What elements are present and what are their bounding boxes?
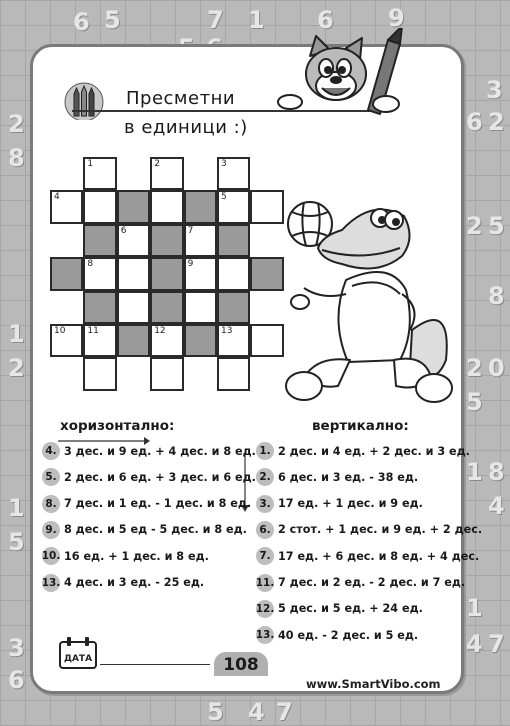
background-digit: 2 — [466, 354, 483, 382]
crossword-blocked-cell — [217, 224, 250, 257]
page-number: 108 — [214, 652, 268, 676]
clue-text: 6 дес. и 3 ед. - 38 ед. — [278, 470, 419, 484]
crossword-cell[interactable] — [117, 291, 150, 324]
clue-number-badge: 13. — [42, 574, 60, 592]
horizontal-clue — [42, 495, 251, 513]
clue-number-badge: 10. — [42, 547, 60, 565]
clue-number-badge: 6. — [256, 521, 274, 539]
crossword-clue-number: 4 — [54, 192, 60, 203]
clue-number-badge: 2. — [256, 468, 274, 486]
crossword-blocked-cell — [150, 224, 183, 257]
crossword-cell[interactable] — [217, 190, 250, 223]
clue-number-badge: 9. — [42, 521, 60, 539]
background-digit: 4 — [488, 492, 505, 520]
crossword-grid — [50, 157, 284, 391]
crossword-cell[interactable] — [250, 324, 283, 357]
crossword-cell[interactable] — [184, 291, 217, 324]
crossword-clue-number: 7 — [187, 225, 194, 236]
crossword-cell[interactable] — [150, 324, 183, 357]
background-digit: 7 — [488, 630, 505, 658]
crossword-blocked-cell — [184, 190, 217, 223]
crossword-cell[interactable] — [217, 157, 250, 190]
clue-number-badge: 11. — [256, 574, 274, 592]
crossword-blocked-cell — [83, 291, 116, 324]
vertical-clue — [256, 626, 418, 644]
background-digit: 1 — [466, 594, 483, 622]
background-digit: 2 — [466, 212, 483, 240]
vertical-clue — [256, 442, 470, 460]
background-digit: 8 — [488, 458, 505, 486]
background-digit: 4 — [466, 630, 483, 658]
crossword-blocked-cell — [250, 257, 283, 290]
crossword-cell[interactable] — [150, 190, 183, 223]
vertical-clue — [256, 521, 482, 539]
crossword-cell[interactable] — [217, 324, 250, 357]
clue-text: 40 ед. - 2 дес. и 5 ед. — [278, 628, 419, 642]
background-digit: 6 — [317, 6, 334, 34]
background-digit: 5 — [466, 388, 483, 416]
vertical-heading: вертикално: — [312, 418, 409, 434]
clue-number-badge: 3. — [256, 495, 274, 513]
horizontal-clue — [42, 468, 256, 486]
crossword-cell[interactable] — [117, 224, 150, 257]
background-digit: 5 — [104, 6, 121, 34]
background-digit: 8 — [488, 282, 505, 310]
clue-number-badge: 13. — [256, 626, 274, 644]
background-digit: 5 — [8, 528, 25, 556]
cat-with-pencil-illustration — [276, 28, 426, 128]
page-title: Пресметни — [126, 88, 236, 109]
clue-text: 8 дес. и 5 ед - 5 дес. и 8 ед. — [64, 523, 247, 537]
background-digit: 8 — [8, 144, 25, 172]
crossword-clue-number: 5 — [221, 192, 227, 203]
clue-text: 4 дес. и 3 ед. - 25 ед. — [64, 576, 205, 589]
crossword-clue-number: 12 — [154, 326, 166, 336]
horizontal-clue — [42, 574, 204, 592]
background-digit: 1 — [248, 6, 265, 34]
date-write-line — [100, 664, 210, 665]
clue-text: 16 ед. + 1 дес. и 8 ед. — [64, 549, 209, 563]
website-url: www.SmartVibo.com — [306, 677, 441, 691]
clue-text: 5 дес. и 5 ед. + 24 ед. — [278, 602, 423, 616]
background-digit: 1 — [466, 458, 483, 486]
crossword-cell[interactable] — [250, 190, 283, 223]
background-digit: 3 — [8, 634, 25, 662]
clue-text: 7 дес. и 1 ед. - 1 дес. и 8 ед. — [64, 497, 252, 511]
crossword-cell[interactable] — [50, 190, 83, 223]
crossword-blocked-cell — [217, 291, 250, 324]
crossword-cell[interactable] — [184, 257, 217, 290]
clue-number-badge: 8. — [42, 495, 60, 513]
pencils-icon — [62, 80, 106, 120]
date-label: ДАТА — [63, 654, 93, 664]
crossword-clue-number: 3 — [221, 159, 227, 169]
crossword-cell[interactable] — [184, 224, 217, 257]
clue-number-badge: 7. — [256, 547, 274, 565]
background-digit: 6 — [8, 666, 25, 694]
clue-text: 17 ед. + 1 дес. и 9 ед. — [278, 497, 423, 511]
background-digit: 5 — [207, 698, 224, 726]
crossword-cell[interactable] — [150, 157, 183, 190]
clue-text: 17 ед. + 6 дес. и 8 ед. + 4 дес. — [278, 549, 480, 563]
background-digit: 2 — [488, 108, 505, 136]
crossword-cell[interactable] — [83, 257, 116, 290]
crossword-cell[interactable] — [83, 357, 116, 390]
clue-text: 2 дес. и 4 ед. + 2 дес. и 3 ед. — [278, 444, 470, 458]
background-digit: 1 — [8, 320, 25, 348]
horizontal-clue — [42, 442, 256, 460]
background-digit: 6 — [466, 108, 483, 136]
calendar-icon — [58, 636, 98, 670]
crossword-blocked-cell — [50, 257, 83, 290]
crossword-clue-number: 6 — [120, 225, 127, 236]
clue-text: 2 стот. + 1 дес. и 9 ед. + 2 дес. — [278, 523, 483, 537]
crossword-cell[interactable] — [217, 257, 250, 290]
crossword-blocked-cell — [150, 257, 183, 290]
crossword-clue-number: 10 — [54, 326, 66, 336]
background-digit: 7 — [276, 698, 293, 726]
crossword-blocked-cell — [117, 190, 150, 223]
crossword-clue-number: 13 — [221, 326, 233, 336]
background-digit: 6 — [73, 8, 90, 36]
background-digit: 5 — [488, 212, 505, 240]
background-digit: 9 — [388, 4, 405, 32]
crossword-blocked-cell — [83, 224, 116, 257]
crossword-cell[interactable] — [83, 157, 116, 190]
crossword-clue-number: 9 — [187, 259, 194, 270]
background-digit: 4 — [248, 698, 265, 726]
background-digit: 1 — [8, 494, 25, 522]
background-digit: 7 — [207, 6, 224, 34]
background-digit: 2 — [8, 110, 25, 138]
crossword-clue-number: 1 — [87, 159, 94, 169]
page-subtitle: в единици :) — [124, 117, 248, 138]
crossword-cell[interactable] — [150, 357, 183, 390]
crossword-cell[interactable] — [50, 324, 83, 357]
background-digit: 3 — [486, 76, 503, 104]
clue-number-badge: 12. — [256, 600, 274, 618]
crossword-cell[interactable] — [83, 324, 116, 357]
clue-text: 2 дес. и 6 ед. + 3 дес. и 6 ед. — [64, 470, 256, 484]
horizontal-clue — [42, 547, 209, 565]
crossword-cell[interactable] — [83, 190, 116, 223]
background-digit: 0 — [488, 354, 505, 382]
crossword-clue-number: 2 — [154, 159, 160, 169]
clue-text: 3 дес. и 9 ед. + 4 дес. и 8 ед. — [64, 444, 256, 458]
clue-number-badge: 1. — [256, 442, 274, 460]
horizontal-clue — [42, 521, 247, 539]
vertical-clue — [256, 468, 418, 486]
vertical-clue — [256, 495, 423, 513]
vertical-clue — [256, 574, 465, 592]
crossword-blocked-cell — [150, 291, 183, 324]
crossword-clue-number: 11 — [87, 326, 99, 336]
crossword-cell[interactable] — [117, 257, 150, 290]
vertical-clue — [256, 547, 479, 565]
crocodile-with-ball-illustration — [282, 190, 462, 420]
horizontal-heading: хоризонтално: — [60, 418, 175, 434]
clue-number-badge: 4. — [42, 442, 60, 460]
vertical-clue — [256, 600, 423, 618]
crossword-blocked-cell — [184, 324, 217, 357]
crossword-clue-number: 8 — [87, 259, 94, 270]
clue-text: 7 дес. и 2 ед. - 2 дес. и 7 ед. — [278, 576, 466, 589]
background-digit: 2 — [8, 354, 25, 382]
crossword-cell[interactable] — [217, 357, 250, 390]
crossword-blocked-cell — [117, 324, 150, 357]
clue-number-badge: 5. — [42, 468, 60, 486]
